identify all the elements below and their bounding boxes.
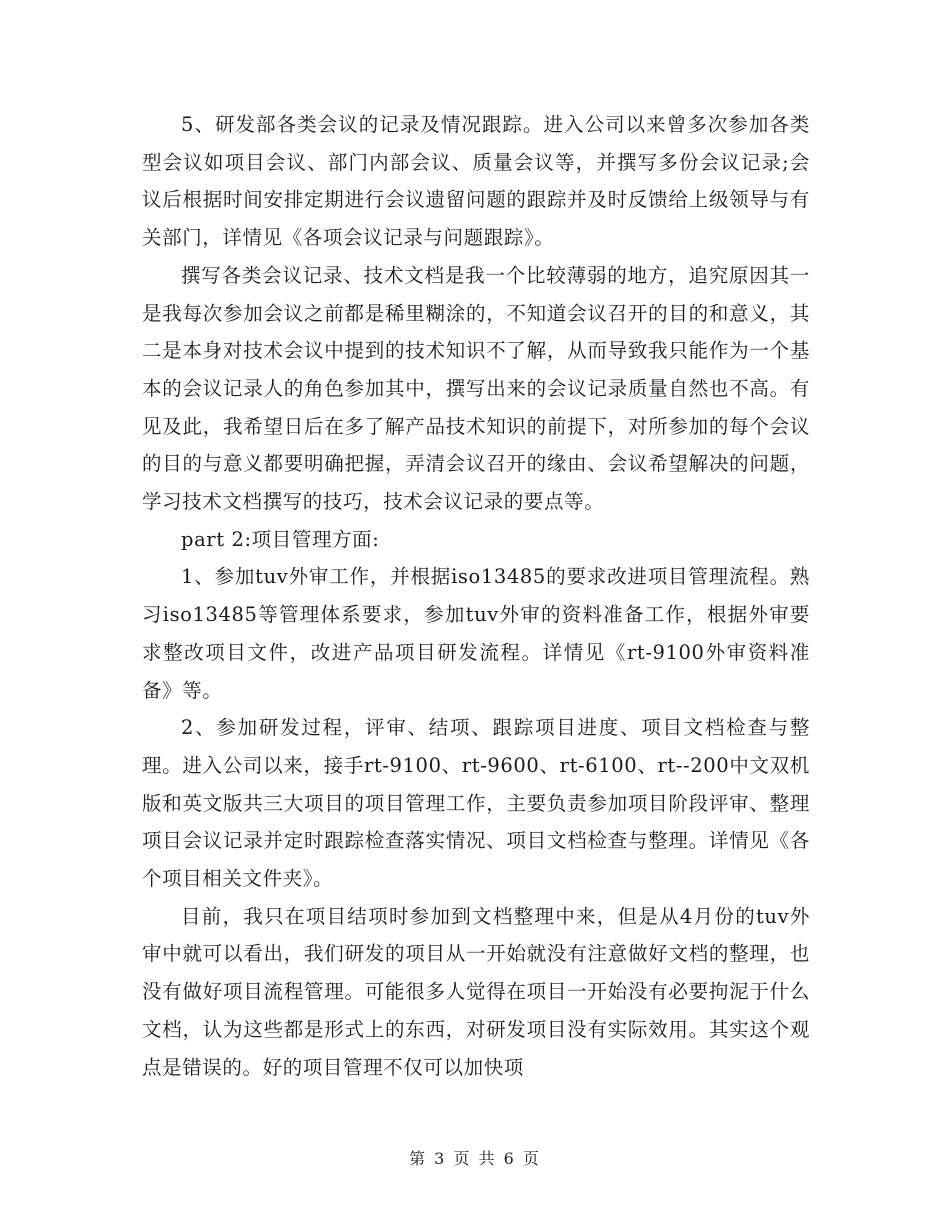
document-body	[142, 106, 810, 1086]
paragraph-meeting-records: 5、研发部各类会议的记录及情况跟踪。进入公司以来曾多次参加各类型会议如项目会议、部门内部会议、质量会议等，并撰写多份会议记录;会议后根据时间安排定期进行会议遗留问题的跟踪并及时反馈给上级领导与有关部门，详情见《各项会议记录与问题跟踪》。	[142, 113, 810, 250]
section-heading-project-management: part 2:项目管理方面:	[181, 527, 380, 551]
page-footer: 第 3 页 共 6 页	[409, 1149, 541, 1168]
paragraph-current-status: 目前，我只在项目结项时参加到文档整理中来，但是从4月份的tuv外审中就可以看出，我们研发的项目从一开始就没有注意做好文档的整理，也没有做好项目流程管理。可能很多人觉得在项目一开始没有必要拘泥于什么文档，认为这些都是形式上的东西，对研发项目没有实际效用。其实这个观点是错误的。好的项目管理不仅可以加快项	[142, 904, 810, 1079]
paragraph-rd-process: 2、参加研发过程，评审、结项、跟踪项目进度、项目文档检查与整理。进入公司以来，接手rt-9100、rt-9600、rt-6100、rt--200中文双机版和英文版共三大项目的项目管理工作，主要负责参加项目阶段评审、整理项目会议记录并定时跟踪检查落实情况、项目文档检查与整理。详情见《各个项目相关文件夹》。	[142, 716, 810, 891]
paragraph-tuv-audit: 1、参加tuv外审工作，并根据iso13485的要求改进项目管理流程。熟习iso13485等管理体系要求，参加tuv外审的资料准备工作，根据外审要求整改项目文件，改进产品项目研发流程。详情见《rt-9100外审资料准备》等。	[142, 565, 810, 702]
paragraph-weakness-reflection: 撰写各类会议记录、技术文档是我一个比较薄弱的地方，追究原因其一是我每次参加会议之前都是稀里糊涂的，不知道会议召开的目的和意义，其二是本身对技术会议中提到的技术知识不了解，从而导致我只能作为一个基本的会议记录人的角色参加其中，撰写出来的会议记录质量自然也不高。有见及此，我希望日后在多了解产品技术知识的前提下，对所参加的每个会议的目的与意义都要明确把握，弄清会议召开的缘由、会议希望解决的问题，学习技术文档撰写的技巧，技术会议记录的要点等。	[142, 263, 810, 514]
